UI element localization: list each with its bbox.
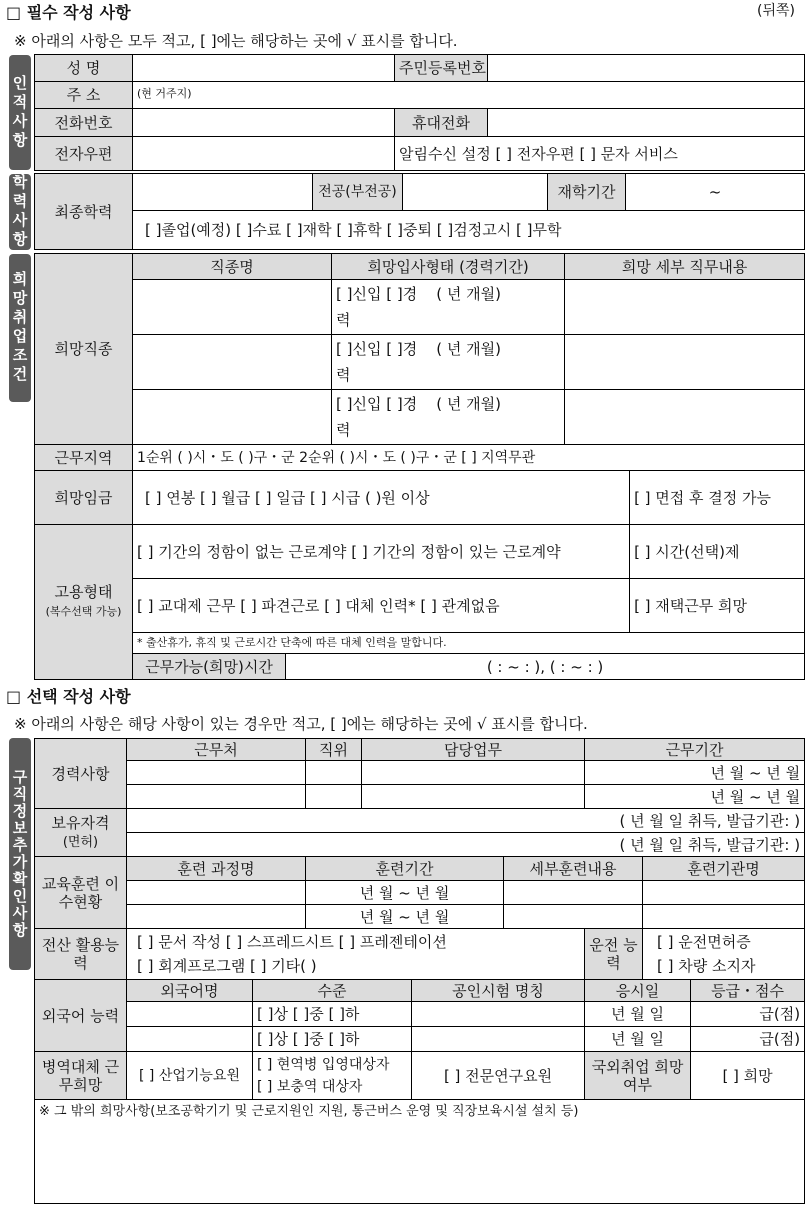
job-type-2[interactable]: [ ]신입 [ ]경 ( 년 개월) 력 [332, 335, 565, 390]
military-label: 병역대체 근무희망 [35, 1052, 127, 1100]
region-field[interactable]: 1순위 ( )시・도 ( )구・군 2순위 ( )시・도 ( )구・군 [ ] 지역무관 [133, 445, 805, 471]
notify-setting[interactable]: 알림수신 설정 [ ] 전자우편 [ ] 문자 서비스 [395, 137, 805, 171]
career-label: 경력사항 [35, 739, 127, 809]
emp-row1[interactable]: [ ] 기간의 정함이 없는 근로계약 [ ] 기간의 정함이 있는 근로계약 [133, 525, 630, 579]
lang-name-1[interactable] [127, 1002, 253, 1027]
major-label: 전공(부전공) [313, 174, 403, 211]
lang-date-1[interactable]: 년 월 일 [585, 1002, 691, 1027]
job-detail-3[interactable] [565, 390, 805, 445]
drive-label: 운전 능력 [585, 929, 643, 980]
training-detail-2[interactable] [504, 905, 643, 929]
emp-row1-right[interactable]: [ ] 시간(선택)제 [630, 525, 805, 579]
job-row-label: 희망직종 [35, 254, 133, 445]
education-table [34, 173, 805, 250]
training-period-1[interactable]: 년 월 ~ 년 월 [306, 881, 504, 905]
section2-title: □ 선택 작성 사항 [6, 687, 131, 706]
lang-grade-1[interactable]: 급(점) [691, 1002, 805, 1027]
col-workplace: 근무처 [127, 739, 306, 761]
career-duty-2[interactable] [362, 785, 585, 809]
hours-field[interactable]: ( : ~ : ), ( : ~ : ) [286, 654, 805, 680]
overseas-option[interactable]: [ ] 희망 [691, 1052, 805, 1100]
period-field[interactable]: ~ [626, 174, 805, 211]
col-level: 수준 [253, 980, 412, 1002]
lang-grade-2[interactable]: 급(점) [691, 1027, 805, 1052]
training-course-2[interactable] [127, 905, 306, 929]
col-training-period: 훈련기간 [306, 857, 504, 881]
job-name-3[interactable] [133, 390, 332, 445]
license-1[interactable]: ( 년 월 일 취득, 발급기관: ) [127, 809, 805, 833]
hours-label: 근무가능(희망)시간 [133, 654, 286, 680]
major-field[interactable] [403, 174, 548, 211]
personal-table [34, 54, 805, 171]
col-job-name: 직종명 [133, 254, 332, 280]
job-name-1[interactable] [133, 280, 332, 335]
col-position: 직위 [306, 739, 362, 761]
computer-options[interactable]: [ ] 문서 작성 [ ] 스프레드시트 [ ] 프레젠테이션 [ ] 회계프로그램 [ ] 기타( ) [127, 929, 585, 980]
sidebar-job: 희망취업조건 [9, 254, 31, 402]
lang-test-2[interactable] [412, 1027, 585, 1052]
name-field[interactable] [133, 55, 395, 82]
optional-table [34, 738, 805, 1204]
overseas-label: 국외취업 희망여부 [585, 1052, 691, 1100]
rrn-label: 주민등록번호 [395, 55, 488, 82]
back-label: (뒤쪽) [757, 3, 795, 19]
lang-level-1[interactable]: [ ]상 [ ]중 [ ]하 [253, 1002, 412, 1027]
lang-name-2[interactable] [127, 1027, 253, 1052]
career-position-1[interactable] [306, 761, 362, 785]
job-name-2[interactable] [133, 335, 332, 390]
col-course: 훈련 과정명 [127, 857, 306, 881]
drive-options[interactable]: [ ] 운전면허증 [ ] 차량 소지자 [643, 929, 805, 980]
license-2[interactable]: ( 년 월 일 취득, 발급기관: ) [127, 833, 805, 857]
training-org-1[interactable] [643, 881, 805, 905]
col-type: 희망입사형태 (경력기간) [332, 254, 565, 280]
military-opt-industry[interactable]: [ ] 산업기능요원 [127, 1052, 253, 1100]
col-test-date: 응시일 [585, 980, 691, 1002]
lang-level-2[interactable]: [ ]상 [ ]중 [ ]하 [253, 1027, 412, 1052]
career-workplace-2[interactable] [127, 785, 306, 809]
lang-test-1[interactable] [412, 1002, 585, 1027]
name-label: 성 명 [35, 55, 133, 82]
rrn-field[interactable] [488, 55, 805, 82]
col-training-detail: 세부훈련내용 [504, 857, 643, 881]
training-period-2[interactable]: 년 월 ~ 년 월 [306, 905, 504, 929]
training-course-1[interactable] [127, 881, 306, 905]
career-workplace-1[interactable] [127, 761, 306, 785]
emp-footnote: * 출산휴가, 휴직 및 근로시간 단축에 따른 대체 인력을 말합니다. [133, 633, 805, 654]
military-opt-research[interactable]: [ ] 전문연구요원 [412, 1052, 585, 1100]
training-label: 교육훈련 이수현황 [35, 857, 127, 929]
sidebar-extra: 구직정보추가확인사항 [9, 738, 31, 970]
job-type-3[interactable]: [ ]신입 [ ]경 ( 년 개월) 력 [332, 390, 565, 445]
job-table [34, 253, 805, 680]
final-edu-label: 최종학력 [35, 174, 133, 250]
address-hint: (현 거주지) [137, 87, 192, 100]
job-detail-1[interactable] [565, 280, 805, 335]
job-type-1[interactable]: [ ]신입 [ ]경 ( 년 개월) 력 [332, 280, 565, 335]
school-field[interactable] [133, 174, 313, 211]
address-label: 주 소 [35, 82, 133, 109]
career-position-2[interactable] [306, 785, 362, 809]
edu-status-options[interactable]: [ ]졸업(예정) [ ]수료 [ ]재학 [ ]휴학 [ ]중퇴 [ ]검정고시 [ ]무학 [133, 211, 805, 250]
col-lang: 외국어명 [127, 980, 253, 1002]
military-opt-active[interactable]: [ ] 현역병 입영대상자 [ ] 보충역 대상자 [253, 1052, 412, 1100]
computer-label: 전산 활용능력 [35, 929, 127, 980]
col-grade: 등급・점수 [691, 980, 805, 1002]
wage-label: 희망임금 [35, 471, 133, 525]
sidebar-education: 학력사항 [9, 174, 31, 250]
license-label: 보유자격 (면허) [35, 809, 127, 857]
wage-field[interactable]: [ ] 연봉 [ ] 월급 [ ] 일급 [ ] 시급 ( )원 이상 [133, 471, 630, 525]
sidebar-personal: 인적사항 [9, 55, 31, 170]
training-detail-1[interactable] [504, 881, 643, 905]
career-period-1[interactable]: 년 월 ~ 년 월 [585, 761, 805, 785]
address-field[interactable] [133, 82, 805, 109]
career-period-2[interactable]: 년 월 ~ 년 월 [585, 785, 805, 809]
phone-field[interactable] [133, 109, 395, 137]
period-label: 재학기간 [548, 174, 626, 211]
col-duty: 담당업무 [362, 739, 585, 761]
job-detail-2[interactable] [565, 335, 805, 390]
email-label: 전자우편 [35, 137, 133, 171]
section1-title: □ 필수 작성 사항 [6, 3, 131, 22]
language-label: 외국어 능력 [35, 980, 127, 1052]
section1-note: ※ 아래의 사항은 모두 적고, [ ]에는 해당하는 곳에 √ 표시를 합니다. [14, 32, 458, 50]
career-duty-1[interactable] [362, 761, 585, 785]
training-org-2[interactable] [643, 905, 805, 929]
other-wishes[interactable]: ※ 그 밖의 희망사항(보조공학기기 및 근로지원인 지원, 통근버스 운영 및 직장보육시설 설치 등) [35, 1100, 805, 1204]
col-work-period: 근무기간 [585, 739, 805, 761]
emp-row2[interactable]: [ ] 교대제 근무 [ ] 파견근로 [ ] 대체 인력* [ ] 관계없음 [133, 579, 630, 633]
section2-note: ※ 아래의 사항은 해당 사항이 있는 경우만 적고, [ ]에는 해당하는 곳에 √ 표시를 합니다. [14, 715, 588, 733]
mobile-label: 휴대전화 [395, 109, 488, 137]
phone-label: 전화번호 [35, 109, 133, 137]
col-training-org: 훈련기관명 [643, 857, 805, 881]
emp-type-label: 고용형태 (복수선택 가능) [35, 525, 133, 680]
emp-row2-right[interactable]: [ ] 재택근무 희망 [630, 579, 805, 633]
email-field[interactable] [133, 137, 395, 171]
mobile-field[interactable] [488, 109, 805, 137]
region-label: 근무지역 [35, 445, 133, 471]
col-test: 공인시험 명칭 [412, 980, 585, 1002]
col-detail: 희망 세부 직무내용 [565, 254, 805, 280]
lang-date-2[interactable]: 년 월 일 [585, 1027, 691, 1052]
wage-interview-option[interactable]: [ ] 면접 후 결정 가능 [630, 471, 805, 525]
